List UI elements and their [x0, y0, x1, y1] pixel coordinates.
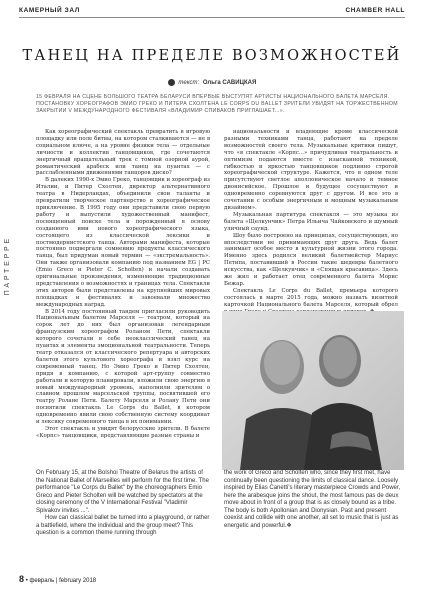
- section-title-en: CHAMBER HALL: [345, 7, 405, 14]
- paragraph: Спектакль Le Corps du Ballet, премьера которого состоялась в марте 2015 года, можно назвать визитной карточкой Национального балета Марселя, который обрел: [224, 287, 398, 308]
- body-column-left: [36, 129, 210, 440]
- paragraph: How can classical ballet be turned into a playground, or rather a battlefield, where the individual and the group meet? This question is a common theme running through: [36, 515, 210, 536]
- paragraph: the work of Greco and Scholten who, since they first met, have continually been questioning the limits of classical dance. Loosely inspired by Elias Canetti's literary masterpiece Crowds and Power, here the arabesque joins the shout, the most famous pas de deux move about in front of a group that is as closely bound as a tribe. The body is both Apollonian and Dionysian. Past and present coexist and collide with one another, all set to music that is just as energetic and powerful.❖: [224, 470, 401, 529]
- byline-author: Ольга САВИЦКАЯ: [202, 80, 257, 87]
- author-icon: [168, 79, 175, 86]
- paragraph: On February 15, at the Bolshoi Theatre of Belarus the artists of the National Ballet of Marseilles will perform for the first time. The performance "Le Corps du Ballet" by the choreographers Emio Greco and Pieter Scholten will be watched by spectators at the closing ceremony of the V International Festival "Vladimir Spivakov invites ...".: [36, 470, 209, 514]
- byline-prefix: текст:: [178, 80, 200, 87]
- paragraph: Музыкальная партитура спектакля — это музыка из балета «Щелкунчик» Петра Ильича Чайковского и шумный уличный саунд.: [224, 211, 398, 232]
- page-footer: [19, 574, 96, 584]
- paragraph: Шоу было построено на принципах, сосуществующих, но впоследствии не принимающих друг друга. Ведь балет занимает особое место в культурной жизни этого города. Именно здесь родился великий балетмейстер Мариус Петипа, поставивший в России такие шедевры балетного искусства, как «Щелкунчик» и «Спящая красавица». Здесь же жил и работает отец современного балета Морис Бежар.: [224, 232, 398, 287]
- paragraph: Этот спектакль и увидят белорусские зрители. В балете «Корпс» танцовщики, представляющие разные страны и: [36, 425, 210, 439]
- byline: [0, 79, 424, 86]
- english-summary-right: [224, 470, 406, 530]
- english-summary-left: [36, 470, 210, 538]
- portrait-image: [222, 311, 404, 470]
- paragraph: В 2014 году постоянный тандем пригласили руководить Национальным балетом Марселя — театром, который на сорок лет до них был организован легендарным французским хореографом Роланом Пети, спектакли которого сочетали в себе неоклассический танец на пуантах и элементы эмоциональной театральности. Теперь театр отказался от классического репертуара и авторских балетов этого культового хореографа и взял курс на современный танец. Но Эмио Греко и Питер Схолтен, придя в компанию, с которой арт-группу совместно работали и которую планировали, вложили свою энергию в новый международный уровень, наполнили зрителям о славном прошлом марсельской труппы, посвятившей его театру Ролане Пети. Балету Марселя и Ролану Пети они посвятили спектакль Le Corps du Ballet, в котором одновременно явили свою собственную систему координат и лексику современного танца в их понимании.: [36, 308, 210, 426]
- choreographers-photo: [222, 311, 404, 470]
- section-title-ru: КАМЕРНЫЙ ЗАЛ: [19, 7, 80, 14]
- page-number: 8: [19, 574, 25, 584]
- paragraph: Как хореографический спектакль превратить в игровую площадку или поле битвы, на котором сталкиваются — не в социальном ключе, а на уровне физики тела — отдельные личности и коллектив танцовщиков, где сочетаются энергичный вращательный трек с томной озорной аурой, романтический арабеск или танец на пуантах — с расслабленными движениями танцоров диско?: [36, 129, 210, 177]
- header-rule: [19, 17, 405, 18]
- issue-date: • февраль | february 2018: [25, 578, 97, 584]
- side-section-label: ПАРТЕРРЕ: [4, 236, 11, 296]
- body-column-right: [224, 129, 398, 315]
- article-title: ТАНЕЦ НА ПРЕДЕЛЕ ВОЗМОЖНОСТЕЙ: [22, 48, 402, 64]
- article-lead: 15 ФЕВРАЛЯ НА СЦЕНЕ БОЛЬШОГО ТЕАТРА БЕЛАРУСИ ВПЕРВЫЕ ВЫСТУПЯТ АРТИСТЫ НАЦИОНАЛЬНОГО БАЛЕТА МАРСЕЛЯ. ПОСТАНОВКУ ХОРЕОГРАФОВ ЭМИО ГРЕКО И ПИТЕРА СХОЛТЕНА LE CORPS DU BALLET ЗРИТЕЛИ УВИДЯТ НА ТОРЖЕСТВЕННОМ ЗАКРЫТИИ V МЕЖДУНАРОДНОГО ФЕСТИВАЛЯ «ВЛАДИМИР СПИВАКОВ ПРИГЛАШАЕТ...».: [36, 94, 398, 115]
- paragraph: национальности и владеющие кроме классической разными техниками танца, работают на пределе возможностей своего тела. Музыкальные критики пишут, что «в спектакле «Корпс...» причудливая театральность и оптимизм подаются вместе с изысканной техникой, гибкостью и яркостью танцовщиков подлинно строгой хореографической структуре. Кажется, что в одном теле присутствуют светлое аполлоническое начало и темное дионисийское. Прошлое и будущее сосуществуют и одновременно соревнуются друг с другом. И все это в сочетании с особым энергичным и мощным музыкальным дизайном».: [224, 129, 398, 211]
- paragraph: В далеких 1990-х Эмио Греко, танцовщик и хореограф из Италии, и Питер Схолтен, директор альтернативного театра в Нидерландах, объединили свои таланты и превратили творческое партнерство в хореографическое приключение. В 1995 году они представили свою первую работу и выпустили художественный манифест, посвященный поиске тела и порожденный в основу созданного ими нового хореографического языка, состоящего из классической лексики и постмодернистского танца. Авторами манифеста, которые постоянно подвергали сомнению продукты классического танца, был придуман новый термин — «экстремальность». Они также организовали компанию под названием EG | PC (Emio Greco и Pieter C. Scholten) и начали создавать оригинальные произведения, изменяющие традиционные представления о возможностях и границах тела. Спектакли этих авторов были представлены на крупнейших мировых площадках и фестивалях и завоевали множество международных наград.: [36, 177, 210, 308]
